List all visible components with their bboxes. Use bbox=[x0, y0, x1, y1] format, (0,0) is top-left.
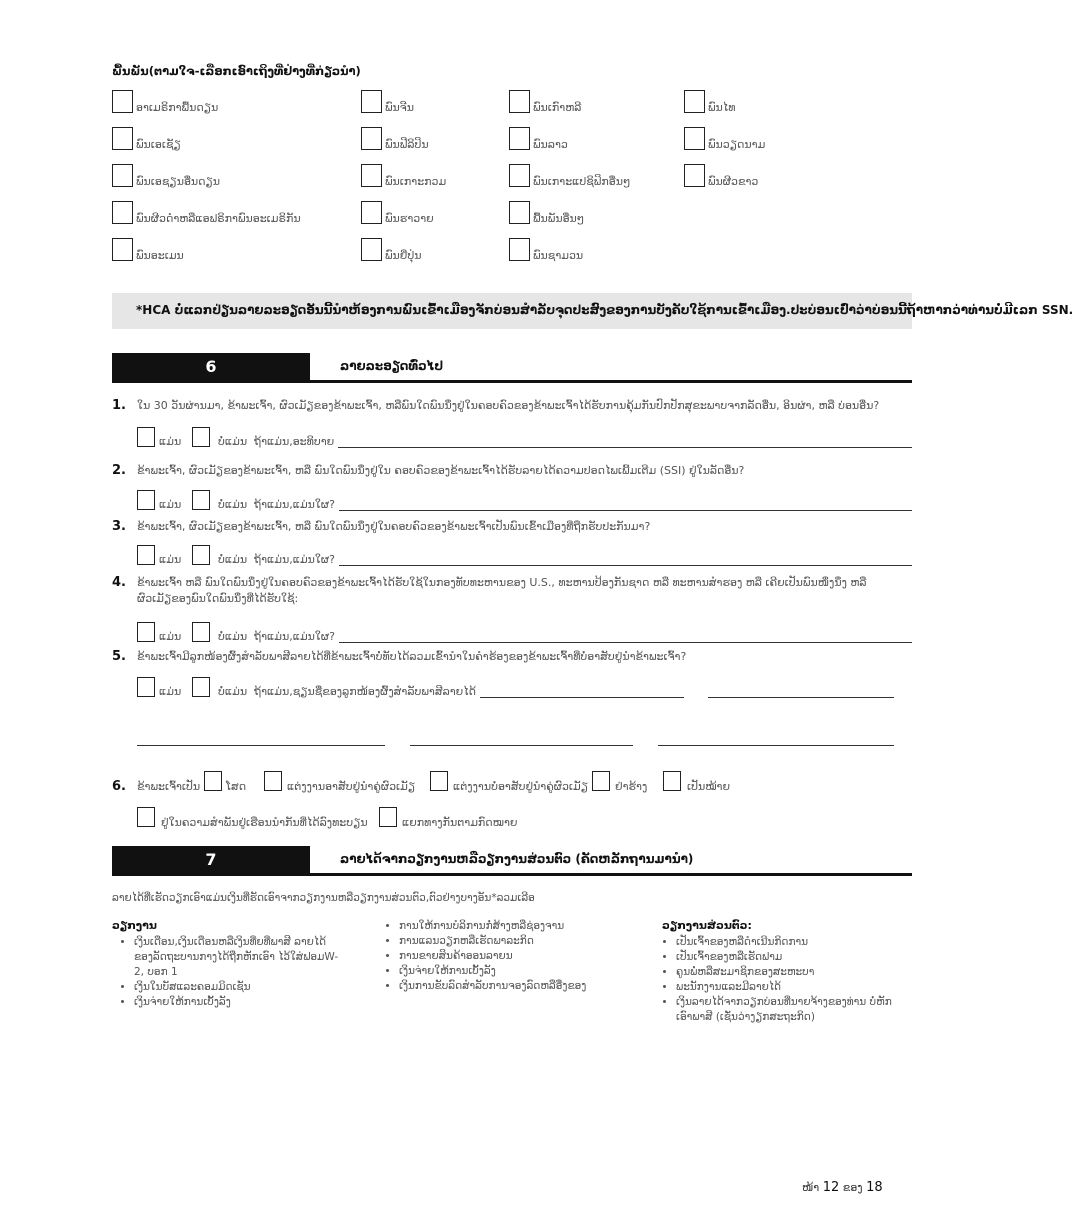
marital-widowed-checkbox[interactable] bbox=[663, 771, 681, 791]
yes-checkbox[interactable] bbox=[137, 622, 155, 642]
ethnicity-option-label: ພົນເອຊຽນອື່ນດຽນ bbox=[136, 175, 221, 188]
immigration-notice: *HCA ບໍ່ແລກປ່ຽນລາຍລະອຽດອັນນີ້ນຳຫ້ອງການພົນເຂົ້າເມືອງຈັກບ່ອນສໍາລັບຈຸດປະສົງຂອງການບັງຄັບໃຊ້ການເຂົ້າເມືອງ.ປະບ່ອນເປົ່າວ່າບ່ອນນີ້ຖ້າຫາກວ່າທ່ານບໍ່ມີເລກ SSN. bbox=[136, 303, 1073, 317]
section-6-number: 6 bbox=[112, 353, 310, 380]
question-6-number: 6. bbox=[112, 779, 126, 794]
ethnicity-option-label: ພົນຜີວຂາວ bbox=[708, 175, 759, 188]
ethnicity-option-label: ພົນເກາະແປຊິຟິກອື່ນໆ bbox=[533, 175, 631, 188]
gig-item: • ການແລນວຽກຫລືເຮັດພາລະກິດ bbox=[399, 934, 635, 949]
no-checkbox[interactable] bbox=[192, 677, 210, 697]
current-page: 12 bbox=[822, 1180, 840, 1195]
section-7-number: 7 bbox=[112, 846, 310, 873]
no-label: ບໍ່ແມ່ນ bbox=[218, 435, 248, 448]
marital-married-together-checkbox[interactable] bbox=[264, 771, 282, 791]
ethnicity-checkbox[interactable] bbox=[361, 127, 382, 150]
total-pages: 18 bbox=[866, 1180, 883, 1195]
ethnicity-option-label: ພົນເກາະກວມ bbox=[385, 175, 447, 188]
ethnicity-checkbox[interactable] bbox=[684, 127, 705, 150]
ethnicity-option-label: ພົນຍີ່ປຸ່ນ bbox=[385, 249, 422, 262]
self-employment-item: • ຄູນພໍ່ຫລືສະມາຊິກຂອງສະຫະບາ bbox=[676, 965, 902, 980]
ethnicity-checkbox[interactable] bbox=[509, 164, 530, 187]
ethnicity-option-label: ພົນອະເມນ bbox=[136, 249, 184, 262]
no-checkbox[interactable] bbox=[192, 622, 210, 642]
employment-column bbox=[112, 919, 342, 1010]
marital-divorced-label: ຢ່າຮ້າງ bbox=[615, 780, 648, 793]
ethnicity-option-label: ພົນເກົາຫລີ bbox=[533, 101, 582, 114]
yes-label: ແມ່ນ bbox=[159, 498, 182, 511]
ethnicity-checkbox[interactable] bbox=[112, 90, 133, 113]
ethnicity-checkbox[interactable] bbox=[509, 127, 530, 150]
immigration-notice-box bbox=[112, 293, 1073, 329]
section-7-header bbox=[112, 846, 912, 876]
page-of: ຂອງ bbox=[842, 1181, 863, 1194]
marital-domestic-partner-label: ຢູ່ໃນຄວາມສຳພັນຢູ່ເຮືອນນຳກັນທີ່ໄດ້ລົງທະບຽນ bbox=[161, 816, 368, 829]
ethnicity-option-label: ພື້ນພັນອື່ນໆ bbox=[533, 212, 585, 225]
marital-married-apart-checkbox[interactable] bbox=[430, 771, 448, 791]
question-number: 4. bbox=[112, 575, 126, 590]
no-label: ບໍ່ແມ່ນ bbox=[218, 685, 248, 698]
self-employment-item: • ເງິນລາຍໄດ້ຈາກວຽກບ່ອນທີ່ນາຍຈ້າງຂອງທ່ານ ບໍ່ຫັກເອົາພາສີ (ເຊັ່ນວ່າງຽກສະຖະກິດ) bbox=[676, 995, 902, 1025]
ethnicity-option-label: ອາເມຣິກາພື້ນດຽນ bbox=[136, 101, 219, 114]
gig-item: • ການຂາຍສິນຄ້າອອນລາຍນ bbox=[399, 949, 635, 964]
follow-up-prompt: ຖ້າແມ່ນ,ແມ່ນໃຜ? bbox=[254, 630, 335, 643]
yes-checkbox[interactable] bbox=[137, 427, 155, 447]
employment-item: • ເງິນໃນບັສແລະຄອມມິດເຊັນ bbox=[134, 980, 342, 995]
section-7-intro: ລາຍໄດ້ທີ່ເຮັດວຽກເອົາແມ່ນເງິນທີ່ຮັດເອົາຈາກວຽກງານຫລືວຽກງານສ່ວນຕົວ,ຕົວຢ່າງບາງອັນ*ລວມເລີອ bbox=[112, 892, 535, 904]
marital-single-checkbox[interactable] bbox=[204, 771, 222, 791]
yes-label: ແມ່ນ bbox=[159, 630, 182, 643]
answer-line[interactable] bbox=[339, 565, 912, 566]
question-text: ຂ້າພະເຈົ້າມີລູກໜ້ອງຜົ້ງສຳລັບພາສີລາຍໄດ້ທີ່ຂ້າພະເຈົ້າບໍ່ທັບໄດ້ລວມເຂົ້ານຳໃນຄຳຮ້ອງຂອງຂ້າພະເຈົ້າທີ່ບໍ່ອາສັບຢູ່ນຳຂ້າພະເຈົ້າ? bbox=[137, 650, 687, 663]
self-employment-item: • ເປັນເຈົ້າຂອງຫລືດຳເນີນກິດການ bbox=[676, 935, 902, 950]
marital-separated-label: ແຍກທາງກັນຕາມກົດໝາຍ bbox=[402, 816, 518, 829]
page-number bbox=[802, 1180, 883, 1195]
ethnicity-heading: ພື້ນພັນ(ຕາມໃຈ-ເລືອກເອົາເຖິງທີ່ຢ່າງທີ່ກ່ຽວນຳ) bbox=[112, 64, 361, 78]
no-checkbox[interactable] bbox=[192, 427, 210, 447]
marital-divorced-checkbox[interactable] bbox=[592, 771, 610, 791]
ethnicity-checkbox[interactable] bbox=[112, 201, 133, 224]
dependent-name-line[interactable] bbox=[137, 745, 385, 746]
section-6-title: ລາຍລະອຽດທົ່ວໄປ bbox=[340, 359, 444, 373]
dependent-name-line[interactable] bbox=[480, 697, 684, 698]
ethnicity-option-label: ພົນໄທ bbox=[708, 101, 736, 114]
ethnicity-option-label: ພົນເອເຊັຽ bbox=[136, 138, 181, 151]
self-employment-item: • ເປັນເຈົ້າຂອງຫລືເຮັດຟາມ bbox=[676, 950, 902, 965]
ethnicity-option-label: ພົນຊາມວນ bbox=[533, 249, 584, 262]
marital-single-label: ໂສດ bbox=[226, 780, 247, 793]
self-employment-heading: ວຽກງານສ່ວນຕົວ: bbox=[662, 919, 752, 932]
question-6-lead: ຂ້າພະເຈົ້າເປັນ bbox=[137, 780, 201, 793]
no-label: ບໍ່ແມ່ນ bbox=[218, 630, 248, 643]
yes-checkbox[interactable] bbox=[137, 677, 155, 697]
question-number: 2. bbox=[112, 463, 126, 478]
answer-line[interactable] bbox=[339, 510, 912, 511]
question-text: ໃນ 30 ວັນຜ່ານມາ, ຂ້າພະເຈົ້າ, ຜົວເມັຽຂອງຂ້າພະເຈົ້າ, ຫລືພົນໃດພົນນຶ່ງຢູ່ໃນຄອບຄົວຂອງຂ້າພະເຈົ້າໄດ້ຮັບການຄຸ້ມກັນປົກປັກສຸຂະພາບຈາກລັດອື່ນ, ອິນຜ່າ, ຫລື ບ່ອນອື່ນ? bbox=[137, 399, 880, 412]
ethnicity-checkbox[interactable] bbox=[509, 90, 530, 113]
question-number: 5. bbox=[112, 649, 126, 664]
dependent-name-line[interactable] bbox=[708, 697, 894, 698]
dependent-name-line[interactable] bbox=[658, 745, 894, 746]
yes-label: ແມ່ນ bbox=[159, 435, 182, 448]
yes-checkbox[interactable] bbox=[137, 545, 155, 565]
ethnicity-checkbox[interactable] bbox=[361, 90, 382, 113]
gig-item: • ການໃຫ້ການບໍລິການກໍ່ສ້າງຫລືຊ່ອງຈານ bbox=[399, 919, 635, 934]
question-text: ຂ້າພະເຈົ້າ, ຜົວເມັຽຂອງຂ້າພະເຈົ້າ, ຫລື ພົນໃດພົນນຶ່ງຢູ່ໃນ ຄອບຄົວຂອງຂ້າພະເຈົ້າໄດ້ຮັບລາຍໄດ້ຄວາມປອດໄພເພີ້ມເຕີມ (SSI) ຢູ່ໃນລັດອື່ນ? bbox=[137, 464, 745, 477]
ethnicity-option-label: ພົນຮາວາຍ bbox=[385, 212, 434, 225]
ethnicity-checkbox[interactable] bbox=[361, 164, 382, 187]
page-label: ໜ້າ bbox=[802, 1181, 820, 1194]
answer-line[interactable] bbox=[338, 447, 912, 448]
ethnicity-checkbox[interactable] bbox=[361, 201, 382, 224]
marital-widowed-label: ເປັນໝ້າຍ bbox=[687, 780, 731, 793]
section-7-title: ລາຍໄດ້ຈາກວຽກງານຫລືວຽກງານສ່ວນຕົວ (ຄັດຫລັກຖານມານຳ) bbox=[340, 852, 694, 866]
gig-work-column bbox=[385, 919, 635, 994]
marital-married-together-label: ແຕ່ງງານອາສັບຢູ່ນຳຄູ່ຜົວເມັຽ bbox=[287, 780, 416, 793]
ethnicity-checkbox[interactable] bbox=[112, 164, 133, 187]
ethnicity-checkbox[interactable] bbox=[509, 201, 530, 224]
ethnicity-checkbox[interactable] bbox=[112, 127, 133, 150]
follow-up-prompt: ຖ້າແມ່ນ,ແມ່ນໃຜ? bbox=[254, 498, 335, 511]
question-number: 1. bbox=[112, 398, 126, 413]
marital-married-apart-label: ແຕ່ງງານບໍ່ອາສັບຢູ່ນຳຄູ່ຜົວເມັຽ bbox=[453, 780, 589, 793]
ethnicity-option-label: ພົນຈີນ bbox=[385, 101, 414, 114]
question-text: ຂ້າພະເຈົ້າ, ຜົວເມັຽຂອງຂ້າພະເຈົ້າ, ຫລື ພົນໃດພົນນຶ່ງຢູ່ໃນຄອບຄົວຂອງຂ້າພະເຈົ້າເປັນພົນເຂົ້າເມືອງທີ່ຖືກຮັບປະກັນມາ? bbox=[137, 520, 651, 533]
no-label: ບໍ່ແມ່ນ bbox=[218, 498, 248, 511]
ethnicity-checkbox[interactable] bbox=[684, 164, 705, 187]
self-employment-column bbox=[662, 919, 902, 1025]
dependent-name-line[interactable] bbox=[410, 745, 633, 746]
no-checkbox[interactable] bbox=[192, 545, 210, 565]
yes-label: ແມ່ນ bbox=[159, 553, 182, 566]
follow-up-prompt: ຖ້າແມ່ນ,ຊຽນຊື່ຂອງລູກໜ້ອງຜົ້ງສຳລັບພາສີລາຍໄດ້ bbox=[254, 685, 476, 698]
answer-line[interactable] bbox=[339, 642, 912, 643]
ethnicity-option-label: ພົນລາວ bbox=[533, 138, 568, 151]
ethnicity-checkbox[interactable] bbox=[509, 238, 530, 261]
question-text: ຂ້າພະເຈົ້າ ຫລື ພົນໃດພົນນຶ່ງຢູ່ໃນຄອບຄົວຂອງຂ້າພະເຈົ້າໄດ້ຮັບໃຊ້ໃນກອງທັບທະຫານຂອງ U.S., ທະຫານປ້ອງກັນຊາດ ຫລື ທະຫານສຳຮອງ ຫລື ເຄີຍເປັນພົນໜຶ່ງນຶ່ງ ຫລື bbox=[137, 576, 867, 589]
employment-item: • ເງິນເດືອນ,ເງິນເດືອນຫລືເງິນທີ່ຍທີ່ພາສີ ລາຍໄດ້ຂອງລັດຖະບານກາງໄດ້ຖືກຫັກເອົາ ໄວ້ໃສ່ຟອມW-2, ບອກ 1 bbox=[134, 935, 342, 980]
question-number: 3. bbox=[112, 519, 126, 534]
yes-checkbox[interactable] bbox=[137, 490, 155, 510]
ethnicity-checkbox[interactable] bbox=[361, 238, 382, 261]
marital-domestic-partner-checkbox[interactable] bbox=[137, 807, 155, 827]
section-6-header bbox=[112, 353, 912, 383]
ethnicity-checkbox[interactable] bbox=[112, 238, 133, 261]
no-label: ບໍ່ແມ່ນ bbox=[218, 553, 248, 566]
self-employment-item: • ພະນັກງານແລະມີລາຍໄດ້ bbox=[676, 980, 902, 995]
follow-up-prompt: ຖ້າແມ່ນ,ແມ່ນໃຜ? bbox=[254, 553, 335, 566]
ethnicity-checkbox[interactable] bbox=[684, 90, 705, 113]
ethnicity-option-label: ພົນວຽດນາມ bbox=[708, 138, 766, 151]
gig-item: • ເງິນຈ່າຍໃຫ້ການເບັ້ງລັງ bbox=[399, 964, 635, 979]
question-text-continued: ຜົວເມັຽຂອງພົນໃດພົນນຶ່ງທີ່ໄດ້ຮັບໃຊ້: bbox=[137, 592, 299, 605]
employment-item: • ເງິນຈ່າຍໃຫ້ການເບັ້ງລັງ bbox=[134, 995, 342, 1010]
follow-up-prompt: ຖ້າແມ່ນ,ອະທິບາຍ bbox=[254, 435, 335, 448]
employment-heading: ວຽກງານ bbox=[112, 919, 157, 932]
marital-separated-checkbox[interactable] bbox=[379, 807, 397, 827]
ethnicity-option-label: ພົນຟີລິປິນ bbox=[385, 138, 429, 151]
no-checkbox[interactable] bbox=[192, 490, 210, 510]
yes-label: ແມ່ນ bbox=[159, 685, 182, 698]
ethnicity-option-label: ພົນຜີວດຳຫລືແອຟຣິກາພົນອະເມຣິກັນ bbox=[136, 212, 301, 225]
gig-item: • ເງິນການຂັບລົດສຳລັບການຈອງລົດຫລືອື່ງຂອງ bbox=[399, 979, 635, 994]
